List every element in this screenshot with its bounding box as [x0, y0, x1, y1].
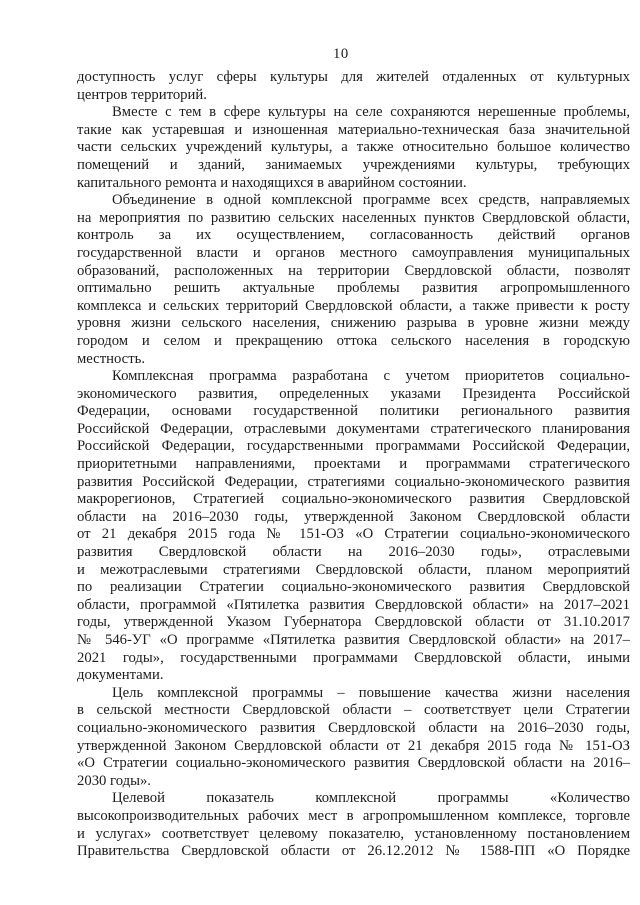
text-line: годы, утвержденной Указом Губернатора Свердловской области от 31.10.2017 — [77, 614, 630, 631]
text-line: развития Свердловской области на 2016–2030 годы», отраслевыми — [77, 544, 630, 561]
text-line: центров территорий. — [77, 86, 207, 103]
text-line: утвержденной Законом Свердловской области от 21 декабря 2015 года № 151-ОЗ — [77, 737, 630, 754]
text-line: на мероприятия по развитию сельских населенных пунктов Свердловской области, — [77, 209, 630, 226]
text-line: местность. — [77, 350, 145, 367]
text-line: «О Стратегии социально-экономического развития Свердловской области на 2016– — [77, 755, 630, 772]
text-line: экономического развития, определенных указами Президента Российской — [77, 385, 630, 402]
text-line: такие как устаревшая и изношенная материально-техническая база значительной — [77, 121, 630, 138]
text-line: Вместе с тем в сфере культуры на селе сохраняются нерешенные проблемы, — [112, 104, 630, 121]
text-line: Российской Федерации, государственными программами Российской Федерации, — [77, 438, 630, 455]
text-line: приоритетными направлениями, проектами и программами стратегического — [77, 456, 630, 473]
text-line: области, программой «Пятилетка развития Свердловской области» на 2017–2021 — [77, 596, 630, 613]
text-line: государственной власти и органов местного самоуправления муниципальных — [77, 244, 630, 261]
paragraph — [77, 192, 630, 368]
text-line: в сельской местности Свердловской области – соответствует цели Стратегии — [77, 702, 630, 719]
text-line: Цель комплексной программы – повышение качества жизни населения — [112, 684, 630, 701]
text-line: Федерации, основами государственной политики регионального развития — [77, 403, 630, 420]
text-line: развития Российской Федерации, стратегиями социально-экономического развития — [77, 473, 630, 490]
text-line: от 21 декабря 2015 года № 151-ОЗ «О Стратегии социально-экономического — [77, 526, 630, 543]
page-number: 10 — [333, 46, 349, 62]
text-line: уровня жизни сельского населения, снижению разрыва в уровне жизни между — [77, 315, 630, 332]
paragraph — [77, 104, 630, 192]
text-line: Российской Федерации, отраслевыми документами стратегического планирования — [77, 420, 630, 437]
text-line: капитального ремонта и находящихся в аварийном состоянии. — [77, 174, 467, 191]
text-line: доступность услуг сферы культуры для жителей отдаленных от культурных — [77, 69, 630, 85]
text-line: части сельских учреждений культуры, а также относительно большое количество — [77, 139, 630, 156]
text-line: по реализации Стратегии социально-экономического развития Свердловской — [77, 579, 630, 596]
text-line: № 546-УГ «О программе «Пятилетка развития Свердловской области» на 2017– — [77, 632, 630, 648]
text-line: документами. — [77, 667, 164, 684]
text-line: и услугах» соответствует целевому показателю, установленному постановлением — [77, 825, 630, 842]
text-line: городом и селом и прекращению оттока сельского населения в городскую — [77, 332, 630, 349]
text-line: и межотраслевыми стратегиями Свердловской области, планом мероприятий — [77, 561, 630, 578]
paragraph — [77, 790, 630, 860]
text-line: оптимально решить актуальные проблемы развития агропромышленного — [77, 280, 630, 297]
text-line: помещений и зданий, занимаемых учреждениями культуры, требующих — [77, 156, 630, 173]
paragraph — [77, 368, 630, 685]
text-line: 2030 годы». — [77, 772, 151, 789]
paragraph — [77, 685, 630, 791]
text-line: контроль за их осуществлением, согласованность действий органов — [77, 227, 630, 244]
text-line: Правительства Свердловской области от 26.12.2012 № 1588-ПП «О Порядке — [77, 843, 630, 860]
text-line: социально-экономического развития Свердловской области на 2016–2030 годы, — [77, 719, 630, 736]
text-line: комплекса и сельских территорий Свердловской области, а также привести к росту — [77, 297, 630, 314]
text-line: Целевой показатель комплексной программы «Количество — [112, 790, 630, 807]
text-line: Комплексная программа разработана с учетом приоритетов социально- — [112, 368, 630, 385]
text-line: высокопроизводительных рабочих мест в агропромышленном комплексе, торговле — [77, 807, 630, 824]
text-line: макрорегионов, Стратегией социально-экономического развития Свердловской — [77, 491, 630, 508]
page-body — [77, 69, 630, 861]
text-line: образований, расположенных на территории Свердловской области, позволят — [77, 262, 630, 279]
paragraph — [77, 69, 630, 104]
text-line: Объединение в одной комплексной программе всех средств, направляемых — [112, 192, 630, 209]
text-line: 2021 годы», государственными программами Свердловской области, иными — [77, 649, 630, 666]
text-line: области на 2016–2030 годы, утвержденной Законом Свердловской области — [77, 508, 630, 525]
